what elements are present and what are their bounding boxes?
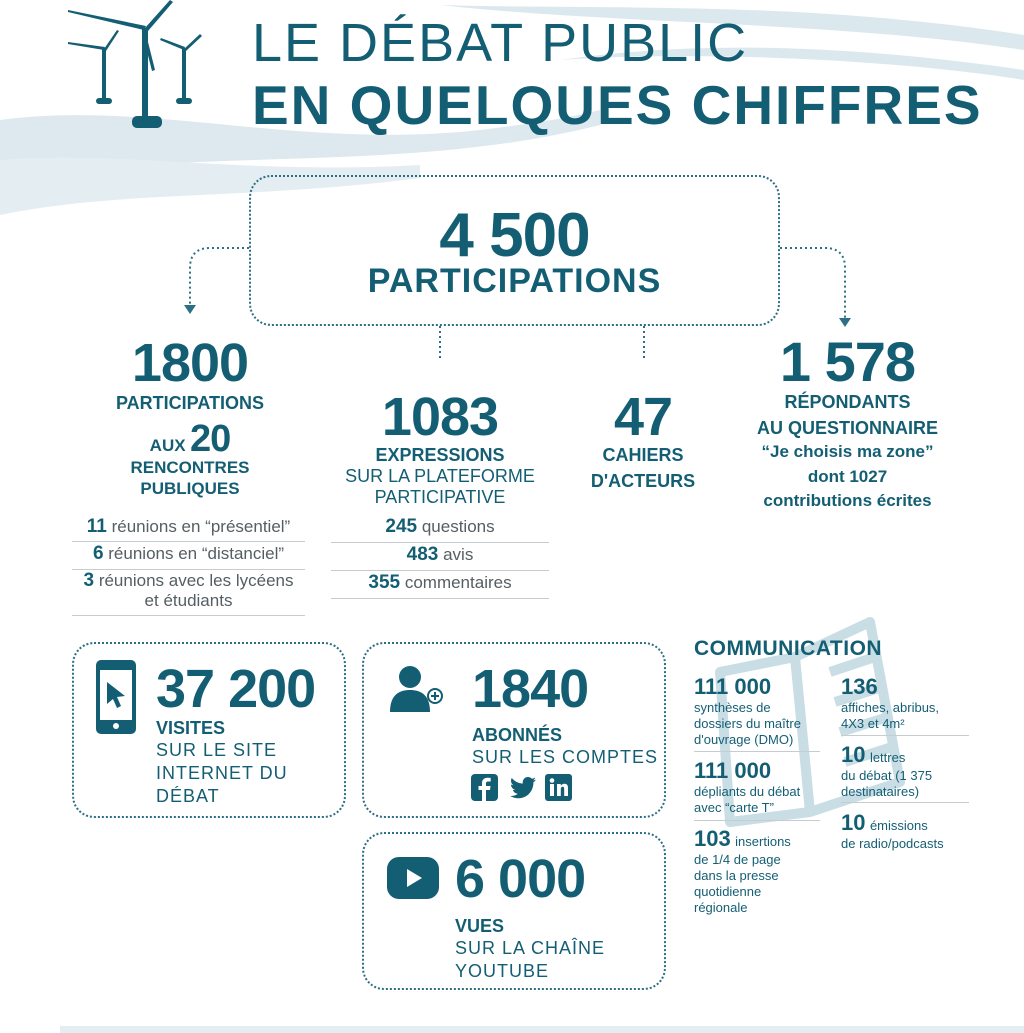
col1-aux-prefix: AUX bbox=[149, 436, 186, 455]
title-line-2: EN QUELQUES CHIFFRES bbox=[252, 74, 983, 136]
subscribers-value: 1840 bbox=[472, 659, 589, 719]
col1-aux-label-2: PUBLIQUES bbox=[140, 479, 240, 498]
comm-divider bbox=[841, 802, 969, 803]
list-item: 6 réunions en “distanciel” bbox=[72, 543, 305, 570]
col2-label-1: EXPRESSIONS bbox=[375, 445, 505, 465]
col4-label-1: RÉPONDANTS bbox=[784, 392, 911, 412]
visits-label: VISITES bbox=[156, 718, 226, 738]
facebook-icon[interactable] bbox=[471, 774, 498, 801]
connector-lines bbox=[0, 0, 1024, 360]
col3-value: 47 bbox=[613, 387, 673, 447]
list-item: 245 questions bbox=[331, 516, 549, 543]
communication-title: COMMUNICATION bbox=[694, 637, 883, 660]
col3-label-1: CAHIERS bbox=[602, 445, 684, 465]
subscribers-sub: SUR LES COMPTES bbox=[472, 747, 659, 767]
list-item: 483 avis bbox=[331, 544, 549, 571]
col1-aux-value: 20 bbox=[190, 418, 231, 460]
col4-value: 1 578 bbox=[779, 330, 916, 393]
subscribers-label: ABONNÉS bbox=[472, 725, 563, 745]
col1-value: 1800 bbox=[131, 333, 249, 393]
comm-divider bbox=[694, 820, 820, 821]
youtube-icon[interactable] bbox=[387, 857, 439, 899]
views-sub-2: YOUTUBE bbox=[455, 961, 550, 981]
user-add-icon bbox=[390, 664, 446, 714]
col4-label-3: “Je choisis ma zone” bbox=[761, 442, 934, 461]
col4-label-4: dont 1027 bbox=[807, 467, 888, 486]
visits-sub-1: SUR LE SITE bbox=[156, 740, 278, 760]
linkedin-icon[interactable] bbox=[545, 774, 572, 801]
col4-label-5: contributions écrites bbox=[763, 491, 932, 510]
twitter-icon[interactable] bbox=[510, 777, 536, 799]
comm-item-4: 10 lettres du débat (1 375 destinataires) bbox=[841, 742, 933, 799]
col1-aux-label-1: RENCONTRES bbox=[130, 458, 250, 477]
list-item: 11 réunions en “présentiel” bbox=[72, 516, 305, 542]
comm-item-5: 103 insertions de 1/4 de page dans la presse quotidienne régionale bbox=[694, 826, 791, 915]
visits-value: 37 200 bbox=[156, 659, 316, 719]
col1-aux bbox=[90, 418, 290, 461]
col2-label-2: SUR LA PLATEFORME bbox=[345, 466, 535, 486]
comm-item-6: 10 émissions de radio/podcasts bbox=[841, 810, 944, 851]
views-value: 6 000 bbox=[455, 849, 586, 909]
visits-sub-2: INTERNET DU bbox=[156, 763, 288, 783]
list-item: 3 réunions avec les lycéens et étudiants bbox=[72, 571, 305, 616]
total-value: 4 500 bbox=[439, 201, 590, 270]
comm-item-3: 111 000 dépliants du débat avec “carte T” bbox=[694, 758, 801, 815]
col3-label-2: D'ACTEURS bbox=[590, 471, 696, 491]
views-sub-1: SUR LA CHAÎNE bbox=[455, 938, 606, 958]
col2-value: 1083 bbox=[381, 387, 499, 447]
total-label: PARTICIPATIONS bbox=[367, 262, 662, 300]
views-label: VUES bbox=[455, 916, 505, 936]
comm-divider bbox=[841, 735, 969, 736]
visits-sub-3: DÉBAT bbox=[156, 786, 220, 806]
col4-label-2: AU QUESTIONNAIRE bbox=[756, 418, 938, 438]
comm-item-2: 136 affiches, abribus, 4X3 et 4m² bbox=[841, 674, 940, 731]
comm-divider bbox=[694, 751, 820, 752]
smartphone-cursor-icon bbox=[96, 660, 136, 734]
title-line-1: LE DÉBAT PUBLIC bbox=[252, 13, 749, 73]
bottom-band bbox=[60, 1026, 1024, 1033]
comm-item-1: 111 000 synthèses de dossiers du maître d'ouvrage (DMO) bbox=[694, 674, 801, 747]
col2-label-3: PARTICIPATIVE bbox=[374, 487, 506, 507]
col1-label: PARTICIPATIONS bbox=[116, 393, 264, 413]
col1-rows bbox=[72, 512, 305, 616]
list-item: 355 commentaires bbox=[331, 572, 549, 599]
col2-rows bbox=[331, 514, 549, 600]
